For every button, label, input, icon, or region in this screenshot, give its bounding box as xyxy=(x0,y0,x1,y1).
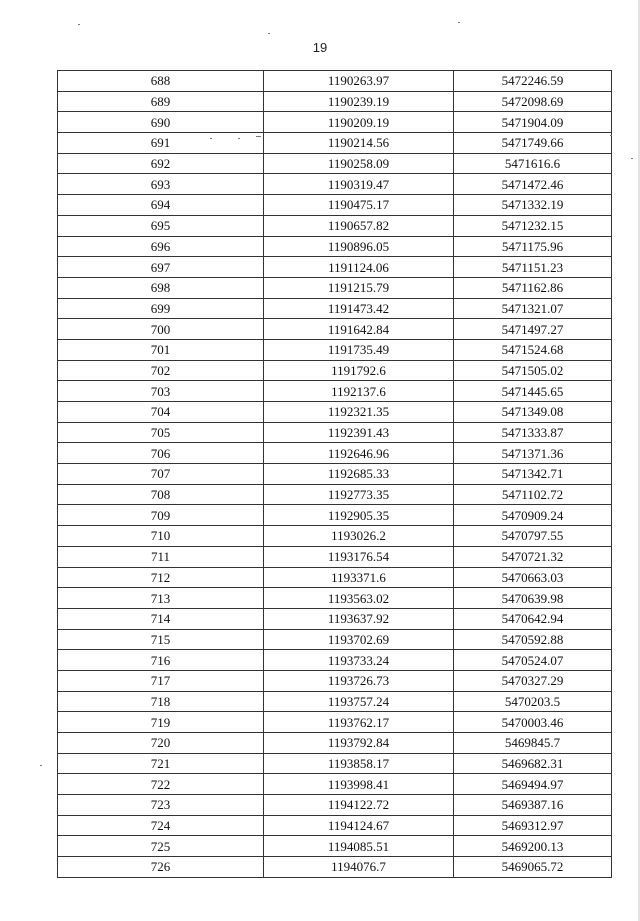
table-row xyxy=(58,815,612,836)
point-id-cell: 726 xyxy=(58,857,264,878)
y-coordinate-cell: 5470663.03 xyxy=(454,567,612,588)
y-coordinate-cell: 5469200.13 xyxy=(454,836,612,857)
table-row xyxy=(58,236,612,257)
point-id-cell: 724 xyxy=(58,815,264,836)
scan-speck xyxy=(631,158,633,159)
x-coordinate-cell: 1191735.49 xyxy=(264,339,454,360)
y-coordinate-cell: 5471333.87 xyxy=(454,422,612,443)
table-row xyxy=(58,257,612,278)
point-id-cell: 725 xyxy=(58,836,264,857)
y-coordinate-cell: 5471342.71 xyxy=(454,464,612,485)
scan-speck xyxy=(78,24,80,25)
x-coordinate-cell: 1190209.19 xyxy=(264,112,454,133)
y-coordinate-cell: 5471332.19 xyxy=(454,195,612,216)
x-coordinate-cell: 1193563.02 xyxy=(264,588,454,609)
point-id-cell: 699 xyxy=(58,298,264,319)
table-row xyxy=(58,712,612,733)
point-id-cell: 691 xyxy=(58,133,264,154)
table-row xyxy=(58,753,612,774)
x-coordinate-cell: 1190239.19 xyxy=(264,91,454,112)
y-coordinate-cell: 5471349.08 xyxy=(454,402,612,423)
table-row xyxy=(58,650,612,671)
y-coordinate-cell: 5471175.96 xyxy=(454,236,612,257)
table-row xyxy=(58,505,612,526)
y-coordinate-cell: 5471616.6 xyxy=(454,153,612,174)
y-coordinate-cell: 5471321.07 xyxy=(454,298,612,319)
table-row xyxy=(58,484,612,505)
x-coordinate-cell: 1191215.79 xyxy=(264,277,454,298)
x-coordinate-cell: 1193371.6 xyxy=(264,567,454,588)
point-id-cell: 720 xyxy=(58,733,264,754)
x-coordinate-cell: 1192391.43 xyxy=(264,422,454,443)
point-id-cell: 693 xyxy=(58,174,264,195)
point-id-cell: 722 xyxy=(58,774,264,795)
point-id-cell: 692 xyxy=(58,153,264,174)
x-coordinate-cell: 1191473.42 xyxy=(264,298,454,319)
table-row xyxy=(58,567,612,588)
table-row xyxy=(58,319,612,340)
table-row xyxy=(58,422,612,443)
x-coordinate-cell: 1193176.54 xyxy=(264,546,454,567)
y-coordinate-cell: 5470327.29 xyxy=(454,670,612,691)
x-coordinate-cell: 1193792.84 xyxy=(264,733,454,754)
table-row xyxy=(58,857,612,878)
x-coordinate-cell: 1194122.72 xyxy=(264,795,454,816)
point-id-cell: 702 xyxy=(58,360,264,381)
y-coordinate-cell: 5469682.31 xyxy=(454,753,612,774)
point-id-cell: 712 xyxy=(58,567,264,588)
y-coordinate-cell: 5470592.88 xyxy=(454,629,612,650)
x-coordinate-cell: 1190896.05 xyxy=(264,236,454,257)
scan-speck xyxy=(256,136,261,137)
point-id-cell: 714 xyxy=(58,608,264,629)
x-coordinate-cell: 1193026.2 xyxy=(264,526,454,547)
table-row xyxy=(58,526,612,547)
table-row xyxy=(58,546,612,567)
table-row xyxy=(58,215,612,236)
scan-speck xyxy=(268,33,270,34)
table-row xyxy=(58,133,612,154)
scan-speck xyxy=(458,22,460,23)
y-coordinate-cell: 5472098.69 xyxy=(454,91,612,112)
table-row xyxy=(58,71,612,92)
point-id-cell: 707 xyxy=(58,464,264,485)
table-row xyxy=(58,443,612,464)
x-coordinate-cell: 1192646.96 xyxy=(264,443,454,464)
x-coordinate-cell: 1190657.82 xyxy=(264,215,454,236)
table-row xyxy=(58,588,612,609)
y-coordinate-cell: 5470203.5 xyxy=(454,691,612,712)
table-row xyxy=(58,339,612,360)
y-coordinate-cell: 5471904.09 xyxy=(454,112,612,133)
y-coordinate-cell: 5471162.86 xyxy=(454,277,612,298)
table-row xyxy=(58,464,612,485)
y-coordinate-cell: 5469494.97 xyxy=(454,774,612,795)
x-coordinate-cell: 1190263.97 xyxy=(264,71,454,92)
y-coordinate-cell: 5471151.23 xyxy=(454,257,612,278)
x-coordinate-cell: 1193757.24 xyxy=(264,691,454,712)
point-id-cell: 705 xyxy=(58,422,264,443)
point-id-cell: 696 xyxy=(58,236,264,257)
point-id-cell: 694 xyxy=(58,195,264,216)
table-row xyxy=(58,195,612,216)
x-coordinate-cell: 1191642.84 xyxy=(264,319,454,340)
x-coordinate-cell: 1191124.06 xyxy=(264,257,454,278)
point-id-cell: 721 xyxy=(58,753,264,774)
point-id-cell: 698 xyxy=(58,277,264,298)
x-coordinate-cell: 1193637.92 xyxy=(264,608,454,629)
y-coordinate-cell: 5471371.36 xyxy=(454,443,612,464)
scan-speck xyxy=(238,138,240,139)
x-coordinate-cell: 1192685.33 xyxy=(264,464,454,485)
x-coordinate-cell: 1192905.35 xyxy=(264,505,454,526)
point-id-cell: 700 xyxy=(58,319,264,340)
table-row xyxy=(58,774,612,795)
x-coordinate-cell: 1193726.73 xyxy=(264,670,454,691)
y-coordinate-cell: 5471472.46 xyxy=(454,174,612,195)
x-coordinate-cell: 1190258.09 xyxy=(264,153,454,174)
y-coordinate-cell: 5470003.46 xyxy=(454,712,612,733)
table-row xyxy=(58,91,612,112)
page-number: 19 xyxy=(312,40,328,55)
x-coordinate-cell: 1192137.6 xyxy=(264,381,454,402)
x-coordinate-cell: 1192321.35 xyxy=(264,402,454,423)
y-coordinate-cell: 5472246.59 xyxy=(454,71,612,92)
y-coordinate-cell: 5471445.65 xyxy=(454,381,612,402)
y-coordinate-cell: 5470721.32 xyxy=(454,546,612,567)
point-id-cell: 710 xyxy=(58,526,264,547)
point-id-cell: 697 xyxy=(58,257,264,278)
y-coordinate-cell: 5470642.94 xyxy=(454,608,612,629)
x-coordinate-cell: 1193702.69 xyxy=(264,629,454,650)
point-id-cell: 716 xyxy=(58,650,264,671)
x-coordinate-cell: 1194085.51 xyxy=(264,836,454,857)
table-row xyxy=(58,608,612,629)
x-coordinate-cell: 1190475.17 xyxy=(264,195,454,216)
y-coordinate-cell: 5470797.55 xyxy=(454,526,612,547)
point-id-cell: 706 xyxy=(58,443,264,464)
x-coordinate-cell: 1191792.6 xyxy=(264,360,454,381)
point-id-cell: 708 xyxy=(58,484,264,505)
x-coordinate-cell: 1193998.41 xyxy=(264,774,454,795)
point-id-cell: 718 xyxy=(58,691,264,712)
point-id-cell: 715 xyxy=(58,629,264,650)
scan-speck xyxy=(40,765,42,766)
point-id-cell: 723 xyxy=(58,795,264,816)
y-coordinate-cell: 5471232.15 xyxy=(454,215,612,236)
table-row xyxy=(58,381,612,402)
table-row xyxy=(58,629,612,650)
coordinate-table xyxy=(57,70,612,878)
point-id-cell: 703 xyxy=(58,381,264,402)
table-row xyxy=(58,298,612,319)
y-coordinate-cell: 5469387.16 xyxy=(454,795,612,816)
scan-speck xyxy=(210,138,212,139)
y-coordinate-cell: 5469312.97 xyxy=(454,815,612,836)
table-row xyxy=(58,112,612,133)
y-coordinate-cell: 5471497.27 xyxy=(454,319,612,340)
table-row xyxy=(58,402,612,423)
point-id-cell: 713 xyxy=(58,588,264,609)
y-coordinate-cell: 5471505.02 xyxy=(454,360,612,381)
x-coordinate-cell: 1193858.17 xyxy=(264,753,454,774)
x-coordinate-cell: 1193733.24 xyxy=(264,650,454,671)
table-row xyxy=(58,153,612,174)
point-id-cell: 704 xyxy=(58,402,264,423)
table-body xyxy=(58,71,612,878)
table-row xyxy=(58,733,612,754)
point-id-cell: 689 xyxy=(58,91,264,112)
y-coordinate-cell: 5469845.7 xyxy=(454,733,612,754)
scan-speck xyxy=(610,135,612,136)
point-id-cell: 709 xyxy=(58,505,264,526)
x-coordinate-cell: 1190214.56 xyxy=(264,133,454,154)
table-row xyxy=(58,277,612,298)
x-coordinate-cell: 1193762.17 xyxy=(264,712,454,733)
point-id-cell: 719 xyxy=(58,712,264,733)
table-row xyxy=(58,836,612,857)
y-coordinate-cell: 5471524.68 xyxy=(454,339,612,360)
table-row xyxy=(58,174,612,195)
point-id-cell: 717 xyxy=(58,670,264,691)
point-id-cell: 711 xyxy=(58,546,264,567)
point-id-cell: 690 xyxy=(58,112,264,133)
y-coordinate-cell: 5469065.72 xyxy=(454,857,612,878)
table-row xyxy=(58,795,612,816)
y-coordinate-cell: 5470909.24 xyxy=(454,505,612,526)
y-coordinate-cell: 5471749.66 xyxy=(454,133,612,154)
point-id-cell: 701 xyxy=(58,339,264,360)
point-id-cell: 688 xyxy=(58,71,264,92)
point-id-cell: 695 xyxy=(58,215,264,236)
x-coordinate-cell: 1194076.7 xyxy=(264,857,454,878)
y-coordinate-cell: 5470524.07 xyxy=(454,650,612,671)
x-coordinate-cell: 1190319.47 xyxy=(264,174,454,195)
table-row xyxy=(58,691,612,712)
x-coordinate-cell: 1192773.35 xyxy=(264,484,454,505)
y-coordinate-cell: 5471102.72 xyxy=(454,484,612,505)
table-row xyxy=(58,360,612,381)
table-row xyxy=(58,670,612,691)
x-coordinate-cell: 1194124.67 xyxy=(264,815,454,836)
y-coordinate-cell: 5470639.98 xyxy=(454,588,612,609)
